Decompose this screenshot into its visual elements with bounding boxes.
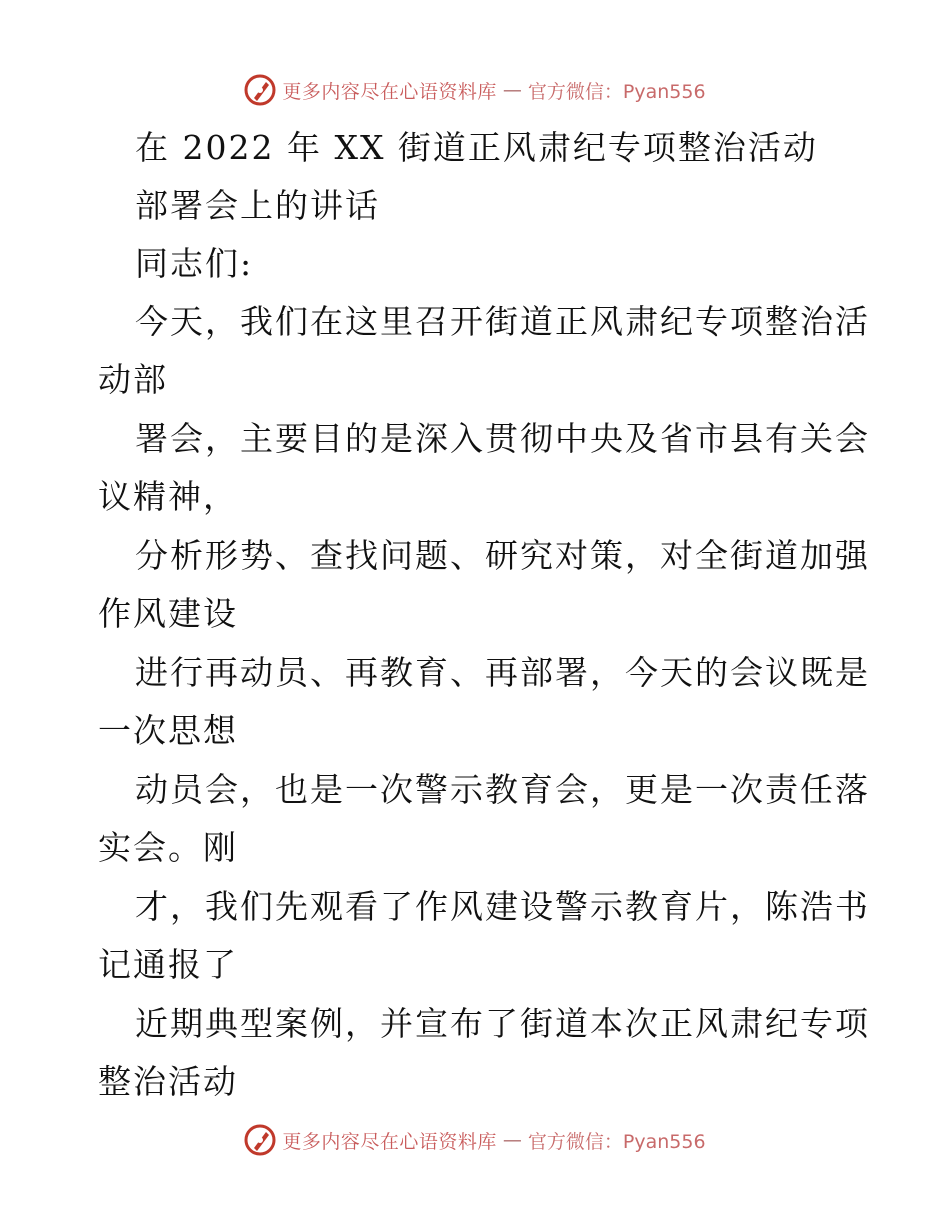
body-line: 议精神，: [98, 477, 238, 516]
watermark-separator: —: [502, 79, 522, 101]
body-line: 近期典型案例，并宣布了街道本次正风肃纪专项: [135, 1004, 870, 1043]
body-line: 作风建设: [98, 594, 238, 633]
watermark-separator: —: [502, 1129, 522, 1151]
body-line: 今天，我们在这里召开街道正风肃纪专项整治活: [135, 302, 870, 341]
watermark-contact-text: 官方微信：Pyan556: [527, 80, 706, 103]
salutation: 同志们:: [135, 244, 254, 283]
body-line: 记通报了: [98, 945, 238, 984]
body-line: 一次思想: [98, 711, 238, 750]
footer-watermark: [0, 1120, 950, 1160]
header-watermark: [0, 70, 950, 110]
watermark-contact-text: 官方微信：Pyan556: [527, 1130, 706, 1153]
body-line: 整治活动: [98, 1062, 238, 1101]
pen-logo-icon: [244, 1124, 276, 1156]
pen-logo-icon: [244, 74, 276, 106]
title-line-1: 在 2022 年 XX 街道正风肃纪专项整治活动: [135, 128, 818, 167]
body-line: 署会，主要目的是深入贯彻中央及省市县有关会: [135, 419, 870, 458]
body-line: 动员会，也是一次警示教育会，更是一次责任落: [135, 770, 870, 809]
body-line: 分析形势、查找问题、研究对策，对全街道加强: [135, 536, 870, 575]
body-line: 进行再动员、再教育、再部署，今天的会议既是: [135, 653, 870, 692]
watermark-main-text: 更多内容尽在心语资料库: [282, 1130, 497, 1153]
watermark-main-text: 更多内容尽在心语资料库: [282, 80, 497, 103]
body-line: 才，我们先观看了作风建设警示教育片，陈浩书: [135, 887, 870, 926]
title-line-2: 部署会上的讲话: [135, 186, 380, 225]
body-line: 动部: [98, 360, 168, 399]
body-line: 实会。刚: [98, 828, 238, 867]
